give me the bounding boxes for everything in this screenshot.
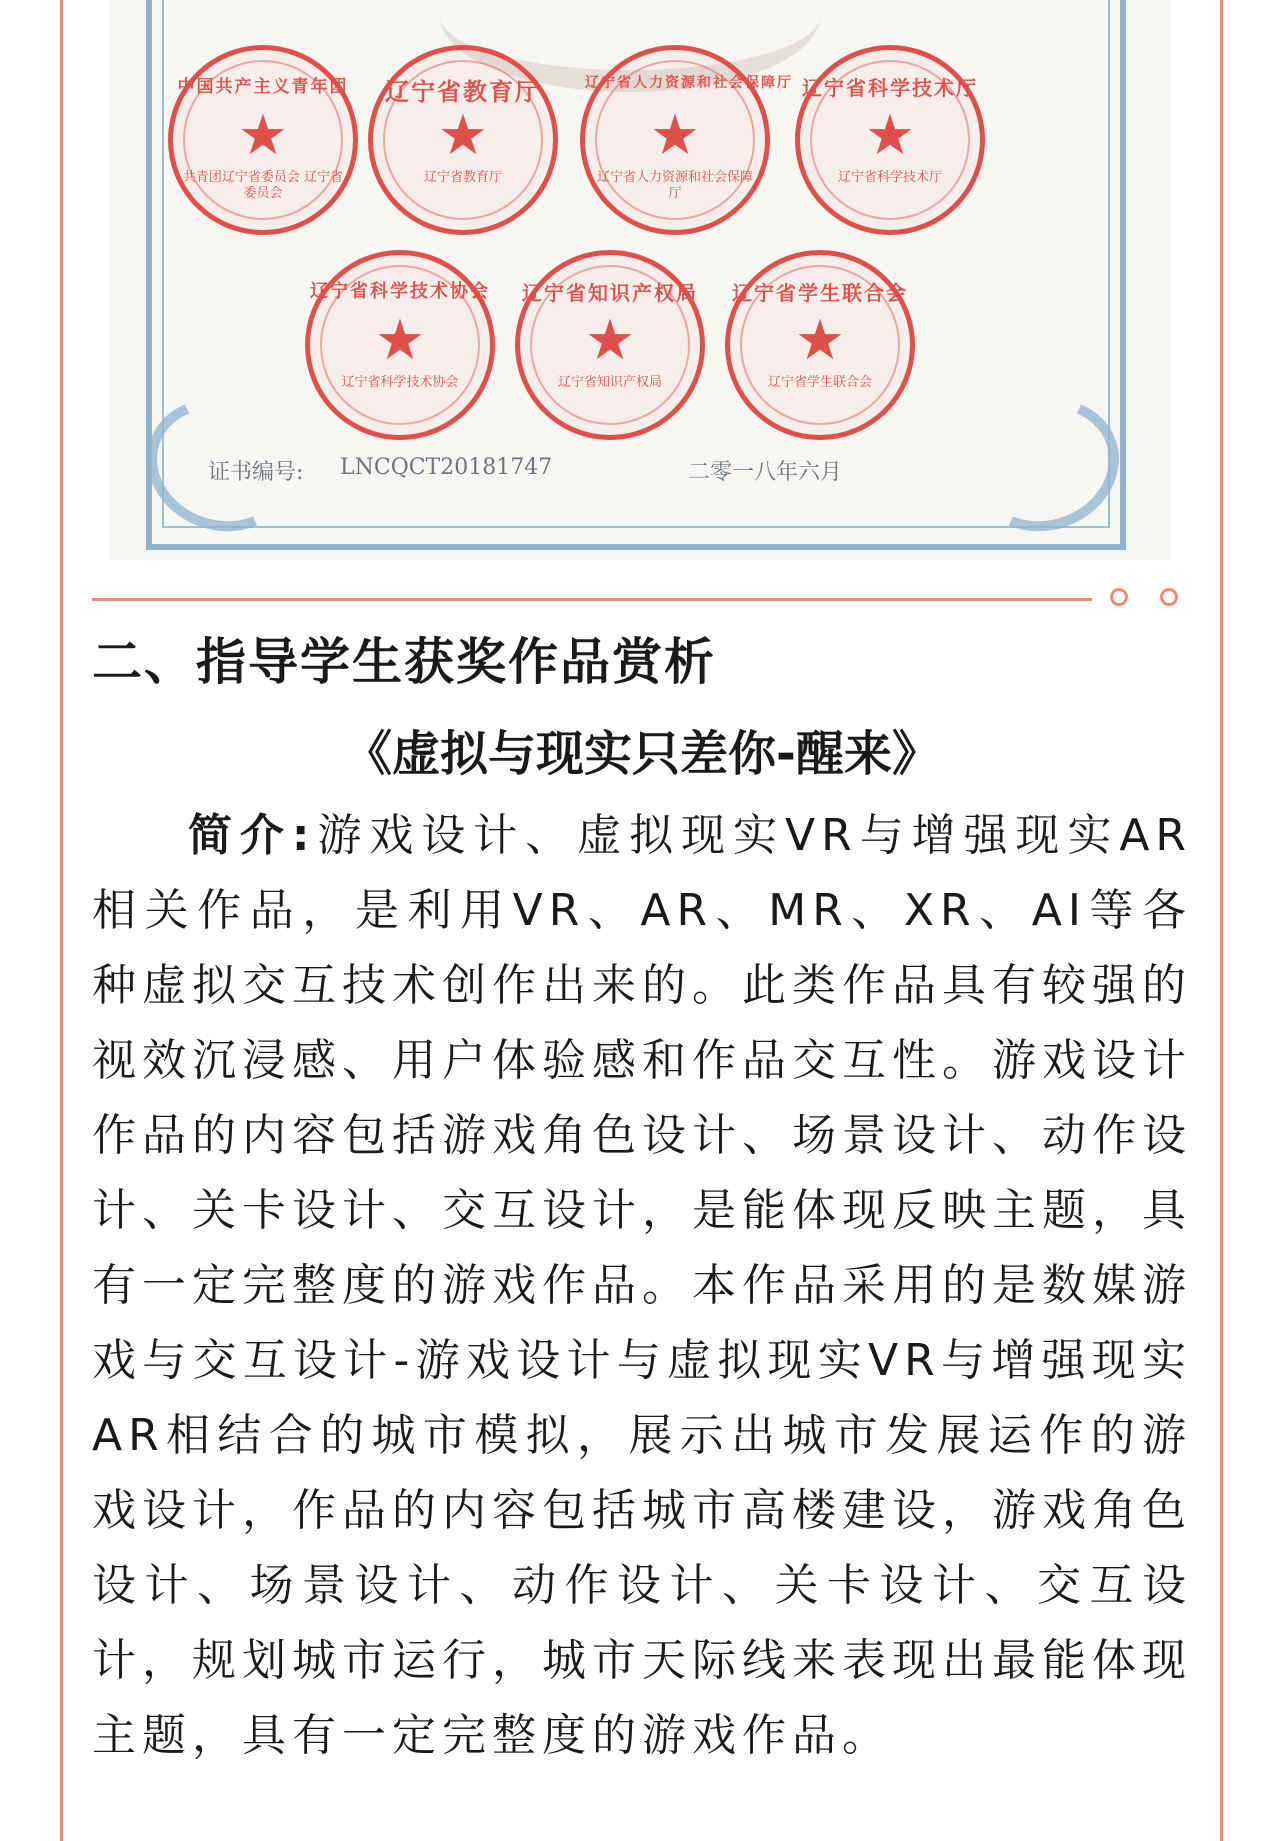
- seal-arc-text: 中国共产主义青年团: [177, 77, 349, 97]
- seal-arc-text: 辽宁省学生联合会: [732, 281, 908, 305]
- official-seal: [368, 45, 558, 235]
- official-seal: [168, 45, 358, 235]
- certificate-number-label: 证书编号:: [208, 460, 304, 485]
- divider-circle-icon: [1160, 588, 1178, 606]
- article-frame-right: [1220, 0, 1223, 1841]
- seal-arc-text: 辽宁省人力资源和社会保障厅: [585, 75, 793, 91]
- seal-star-icon: ★: [649, 103, 701, 168]
- certificate-date: 二零一八年六月: [688, 460, 843, 485]
- certificate-image: [110, 0, 1170, 560]
- seal-name: 辽宁省人力资源和社会保障厅: [596, 170, 753, 201]
- seal-star-icon: ★: [237, 103, 289, 168]
- seal-arc-text: 辽宁省科学技术厅: [802, 76, 978, 100]
- seal-star-icon: ★: [374, 308, 426, 373]
- official-seal: [795, 45, 985, 235]
- seal-arc-text: 辽宁省教育厅: [385, 77, 541, 106]
- seal-star-icon: ★: [794, 308, 846, 373]
- section-divider: [92, 598, 1092, 601]
- intro-label: 简介:: [188, 810, 316, 861]
- seal-name: 共青团辽宁省委员会 辽宁省委员会: [182, 170, 344, 201]
- seal-arc-text: 辽宁省科学技术协会: [310, 281, 490, 302]
- intro-paragraph: [92, 798, 1192, 1773]
- seal-star-icon: ★: [437, 103, 489, 168]
- seal-name: 辽宁省科学技术厅: [837, 170, 942, 185]
- section-heading: 二、指导学生获奖作品赏析: [92, 633, 716, 691]
- official-seal: [580, 45, 793, 235]
- seal-name: 辽宁省科学技术协会: [341, 375, 459, 390]
- official-seal: [725, 250, 915, 440]
- seal-arc-text: 辽宁省知识产权局: [522, 281, 698, 305]
- certificate-number: LNCQCT20181747: [340, 455, 553, 480]
- work-title: 《虚拟与现实只差你-醒来》: [344, 726, 940, 782]
- seal-star-icon: ★: [864, 103, 916, 168]
- seal-name: 辽宁省知识产权局: [557, 375, 662, 390]
- article-frame-left: [60, 0, 63, 1841]
- official-seal: [515, 250, 705, 440]
- seal-star-icon: ★: [584, 308, 636, 373]
- official-seal: [305, 250, 495, 440]
- seal-name: 辽宁省学生联合会: [767, 375, 872, 390]
- intro-text: 游戏设计、虚拟现实VR与增强现实AR相关作品，是利用VR、AR、MR、XR、AI等各种虚拟交互技术创作出来的。此类作品具有较强的视效沉浸感、用户体验感和作品交互性。游戏设计作品的内容包括游戏角色设计、场景设计、动作设计、关卡设计、交互设计，是能体现反映主题，具有一定完整度的游戏作品。本作品采用的是数媒游戏与交互设计-游戏设计与虚拟现实VR与增强现实AR相结合的城市模拟，展示出城市发展运作的游戏设计，作品的内容包括城市高楼建设，游戏角色设计、场景设计、动作设计、关卡设计、交互设计，规划城市运行，城市天际线来表现出最能体现主题，具有一定完整度的游戏作品。: [92, 810, 1192, 1761]
- seal-name: 辽宁省教育厅: [423, 170, 502, 185]
- divider-circle-icon: [1110, 588, 1128, 606]
